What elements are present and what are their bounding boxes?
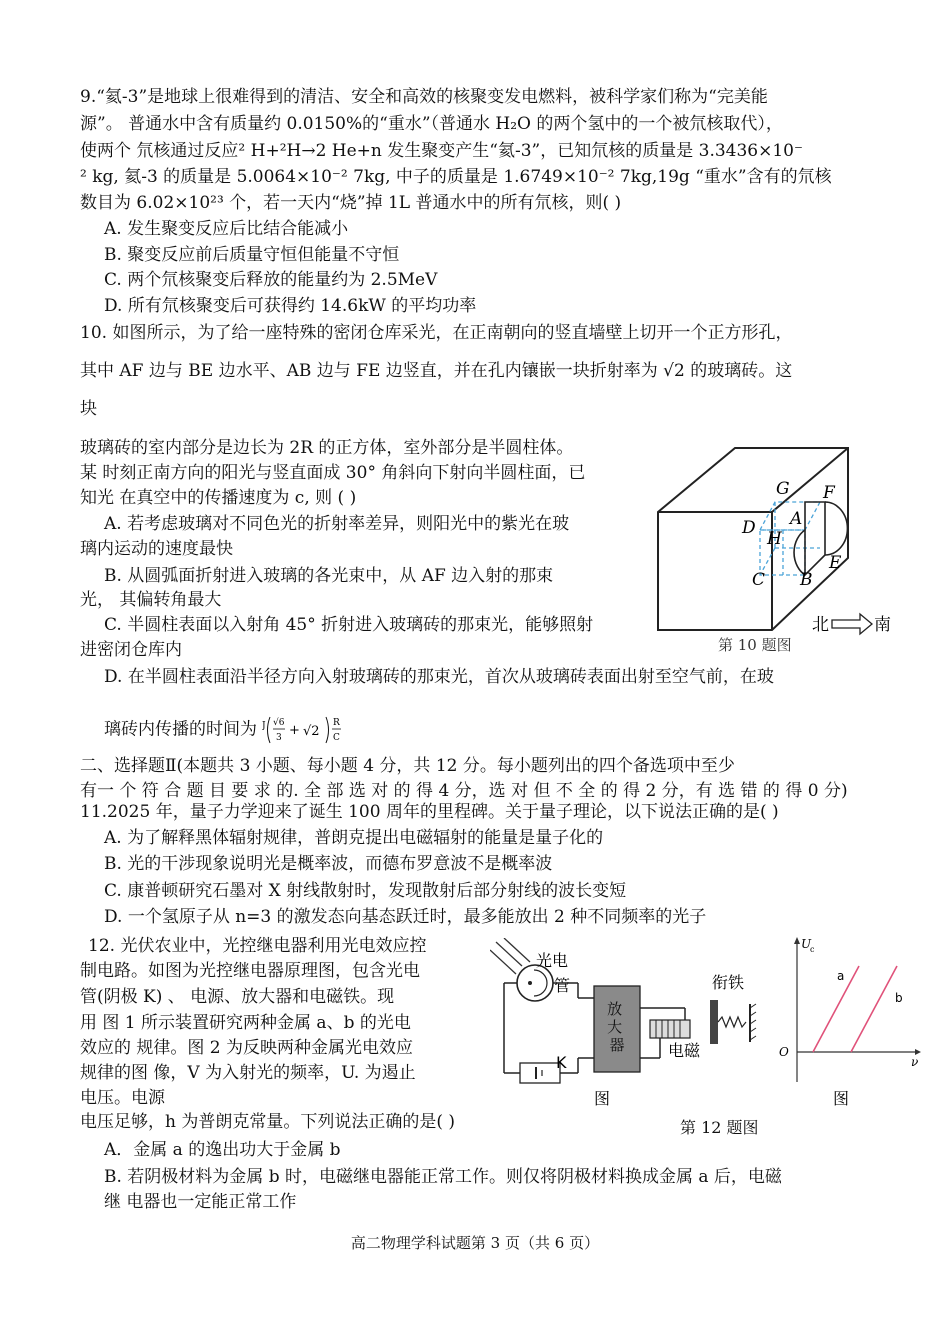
electromagnet-label: 电磁 xyxy=(668,1041,701,1060)
x-axis-label: ν xyxy=(911,1055,919,1069)
phototube-char: 管 xyxy=(554,976,571,995)
label-c: C xyxy=(752,570,766,590)
q10-option-d-2-text: 璃砖内传播的时间为 xyxy=(104,719,257,740)
compass-south: 南 xyxy=(874,615,891,635)
svg-text:J: J xyxy=(262,721,267,731)
q10-option-c-2: 进密闭仓库内 xyxy=(80,640,182,660)
q11-option-b: B. 光的干涉现象说明光是概率波，而德布罗意波不是概率波 xyxy=(104,854,553,874)
q9-line-5: 数目为 6.02×10²³ 个，若一天内“烧”掉 1L 普通水中的所有氘核，则( ) xyxy=(80,193,622,213)
q9-line-3: 使两个 氘核通过反应² H+²H→2 He+n 发生聚变产生“氦-3”，已知氘核的质量是 3.3436×10⁻ xyxy=(80,141,803,161)
svg-text:+: + xyxy=(289,723,301,738)
q12-line-2: 制电路。如图为光控继电器原理图，包含光电 xyxy=(80,961,420,981)
q12-line-5: 效应的 规律。图 2 为反映两种金属光电效应 xyxy=(80,1038,414,1058)
amplifier-char-3: 器 xyxy=(609,1036,625,1054)
q10-option-b-1: B. 从圆弧面折射进入玻璃的各光束中，从 AF 边入射的那束 xyxy=(104,566,554,586)
figure-10-glass-cube xyxy=(650,440,905,655)
figure-12-graph xyxy=(775,932,925,1110)
y-axis-sub: c xyxy=(810,945,815,954)
q10-option-d-1: D. 在半圆柱表面沿半径方向入射玻璃砖的那束光，首次从玻璃砖表面出射至空气前，在玻 xyxy=(104,667,774,687)
q11-stem: 11.2025 年，量子力学迎来了诞生 100 周年的里程碑。关于量子理论，以下说法正确的是( ) xyxy=(80,802,779,822)
phototube-label: 光电 xyxy=(536,951,569,970)
label-g: G xyxy=(776,479,790,499)
q12-line-3: 管(阴极 K) 、 电源、放大器和电磁铁。现 xyxy=(80,987,395,1007)
time-formula xyxy=(262,713,382,747)
svg-text:C: C xyxy=(333,733,341,743)
y-arrow-icon xyxy=(794,937,800,944)
q9-line-2: 源”。 普通水中含有质量约 0.0150%的“重水”（普通水 H₂O 的两个氢中的一个被氘核取代）， xyxy=(80,114,783,134)
q12-option-b-1: B. 若阴极材料为金属 b 时，电磁继电器能正常工作。则仅将阴极材料换成金属 a 后，电磁 xyxy=(104,1167,782,1187)
q11-option-d: D. 一个氢原子从 n=3 的激发态向基态跃迁时，最多能放出 2 种不同频率的光子 xyxy=(104,907,707,927)
armature-label: 衔铁 xyxy=(712,973,745,992)
q11-option-a: A. 为了解释黑体辐射规律，普朗克提出电磁辐射的能量是量子化的 xyxy=(104,828,604,848)
q10-option-c-1: C. 半圆柱表面以入射角 45° 折射进入玻璃砖的那束光，能够照射 xyxy=(104,615,594,635)
q12-option-a: A．金属 a 的逸出功大于金属 b xyxy=(104,1140,341,1160)
q10-line-2: 其中 AF 边与 BE 边水平、AB 边与 FE 边竖直，并在孔内镶嵌一块折射率为 √2 的玻璃砖。这 xyxy=(80,361,793,381)
q10-option-b-2: 光， 其偏转角最大 xyxy=(80,590,222,610)
q12-option-b-2: 继 电器也一定能正常工作 xyxy=(104,1192,297,1212)
label-d: D xyxy=(742,518,756,538)
series-a-label: a xyxy=(837,969,845,983)
q11-option-c: C. 康普顿研究石墨对 X 射线散射时，发现散射后部分射线的波长变短 xyxy=(104,881,627,901)
q10-line-4: 玻璃砖的室内部分是边长为 2R 的正方体，室外部分是半圆柱体。 xyxy=(80,438,574,458)
q10-line-6: 知光 在真空中的传播速度为 c, 则 ( ) xyxy=(80,488,357,508)
origin-label: O xyxy=(779,1045,789,1059)
q10-line-1: 10. 如图所示，为了给一座特殊的密闭仓库采光，在正南朝向的竖直墙壁上切开一个正方形孔， xyxy=(80,323,793,343)
series-b-line xyxy=(851,966,897,1052)
label-h: H xyxy=(767,529,782,549)
q9-option-a: A. 发生聚变反应后比结合能减小 xyxy=(104,219,349,239)
south-arrow-icon xyxy=(832,614,872,634)
svg-text:3: 3 xyxy=(276,733,283,743)
figure-12-circuit xyxy=(490,938,780,1110)
q10-option-a-1: A. 若考虑玻璃对不同色光的折射率差异，则阳光中的紫光在玻 xyxy=(104,514,570,534)
page-footer: 高二物理学科试题第 3 页（共 6 页） xyxy=(350,1234,600,1252)
amplifier-char-2: 大 xyxy=(607,1018,623,1036)
figure-2-caption: 图 xyxy=(833,1089,850,1108)
q12-line-7: 电压。电源 xyxy=(80,1088,165,1108)
y-axis-label: U xyxy=(801,937,812,951)
label-a: A xyxy=(790,509,803,529)
q12-line-4: 用 图 1 所示装置研究两种金属 a、b 的光电 xyxy=(80,1013,411,1033)
battery-icon xyxy=(520,1063,560,1083)
series-a-line xyxy=(813,966,859,1052)
label-e: E xyxy=(829,553,842,573)
series-b-label: b xyxy=(895,991,903,1005)
q9-option-b: B. 聚变反应前后质量守恒但能量不守恒 xyxy=(104,245,400,265)
q9-option-d: D. 所有氘核聚变后可获得约 14.6kW 的平均功率 xyxy=(104,296,477,316)
svg-text:√2: √2 xyxy=(303,724,320,739)
q12-line-1: 12. 光伏农业中，光控继电器利用光电效应控 xyxy=(88,936,427,956)
q9-option-c: C. 两个氘核聚变后释放的能量约为 2.5MeV xyxy=(104,270,438,290)
amplifier-char-1: 放 xyxy=(607,1000,623,1018)
figure-10-caption: 第 10 题图 xyxy=(718,636,792,654)
compass-north: 北 xyxy=(812,615,829,635)
svg-text:R: R xyxy=(333,718,341,728)
spring-icon xyxy=(718,1017,746,1027)
svg-text:√6: √6 xyxy=(273,718,285,728)
label-b: B xyxy=(800,570,813,590)
cathode-label: K xyxy=(556,1053,567,1072)
section-2-line-1: 二、选择题Ⅱ(本题共 3 小题、每小题 4 分，共 12 分。每小题列出的四个备选项中至少 xyxy=(80,756,735,776)
q10-line-3: 块 xyxy=(80,399,97,419)
q12-line-6: 规律的图 像，V 为入射光的频率，U. 为遏止 xyxy=(80,1063,416,1083)
section-2-line-2: 有一 个 符 合 题 目 要 求 的. 全 部 选 对 的 得 4 分，选 对 但 不 全 的 得 2 分，有 选 错 的 得 0 分) xyxy=(80,781,848,801)
q10-line-5: 某 时刻正南方向的阳光与竖直面成 30° 角斜向下射向半圆柱面，已 xyxy=(80,463,586,483)
q12-line-8: 电压足够，h 为普朗克常量。下列说法正确的是( ) xyxy=(80,1112,456,1132)
figure-1-caption: 图 xyxy=(594,1089,611,1108)
armature-icon xyxy=(710,1000,718,1044)
q10-option-d-2 xyxy=(104,713,382,747)
q9-line-1: 9.“氦-3”是地球上很难得到的清洁、安全和高效的核聚变发电燃料，被科学家们称为“完美能 xyxy=(80,87,768,107)
q9-line-4: ² kg, 氦-3 的质量是 5.0064×10⁻² 7kg, 中子的质量是 1.6749×10⁻² 7kg,19g “重水”含有的氘核 xyxy=(80,167,832,187)
label-f: F xyxy=(823,483,835,503)
q10-option-a-2: 璃内运动的速度最快 xyxy=(80,539,233,559)
amplifier-label xyxy=(607,1000,627,1054)
figure-12-caption: 第 12 题图 xyxy=(680,1118,759,1137)
